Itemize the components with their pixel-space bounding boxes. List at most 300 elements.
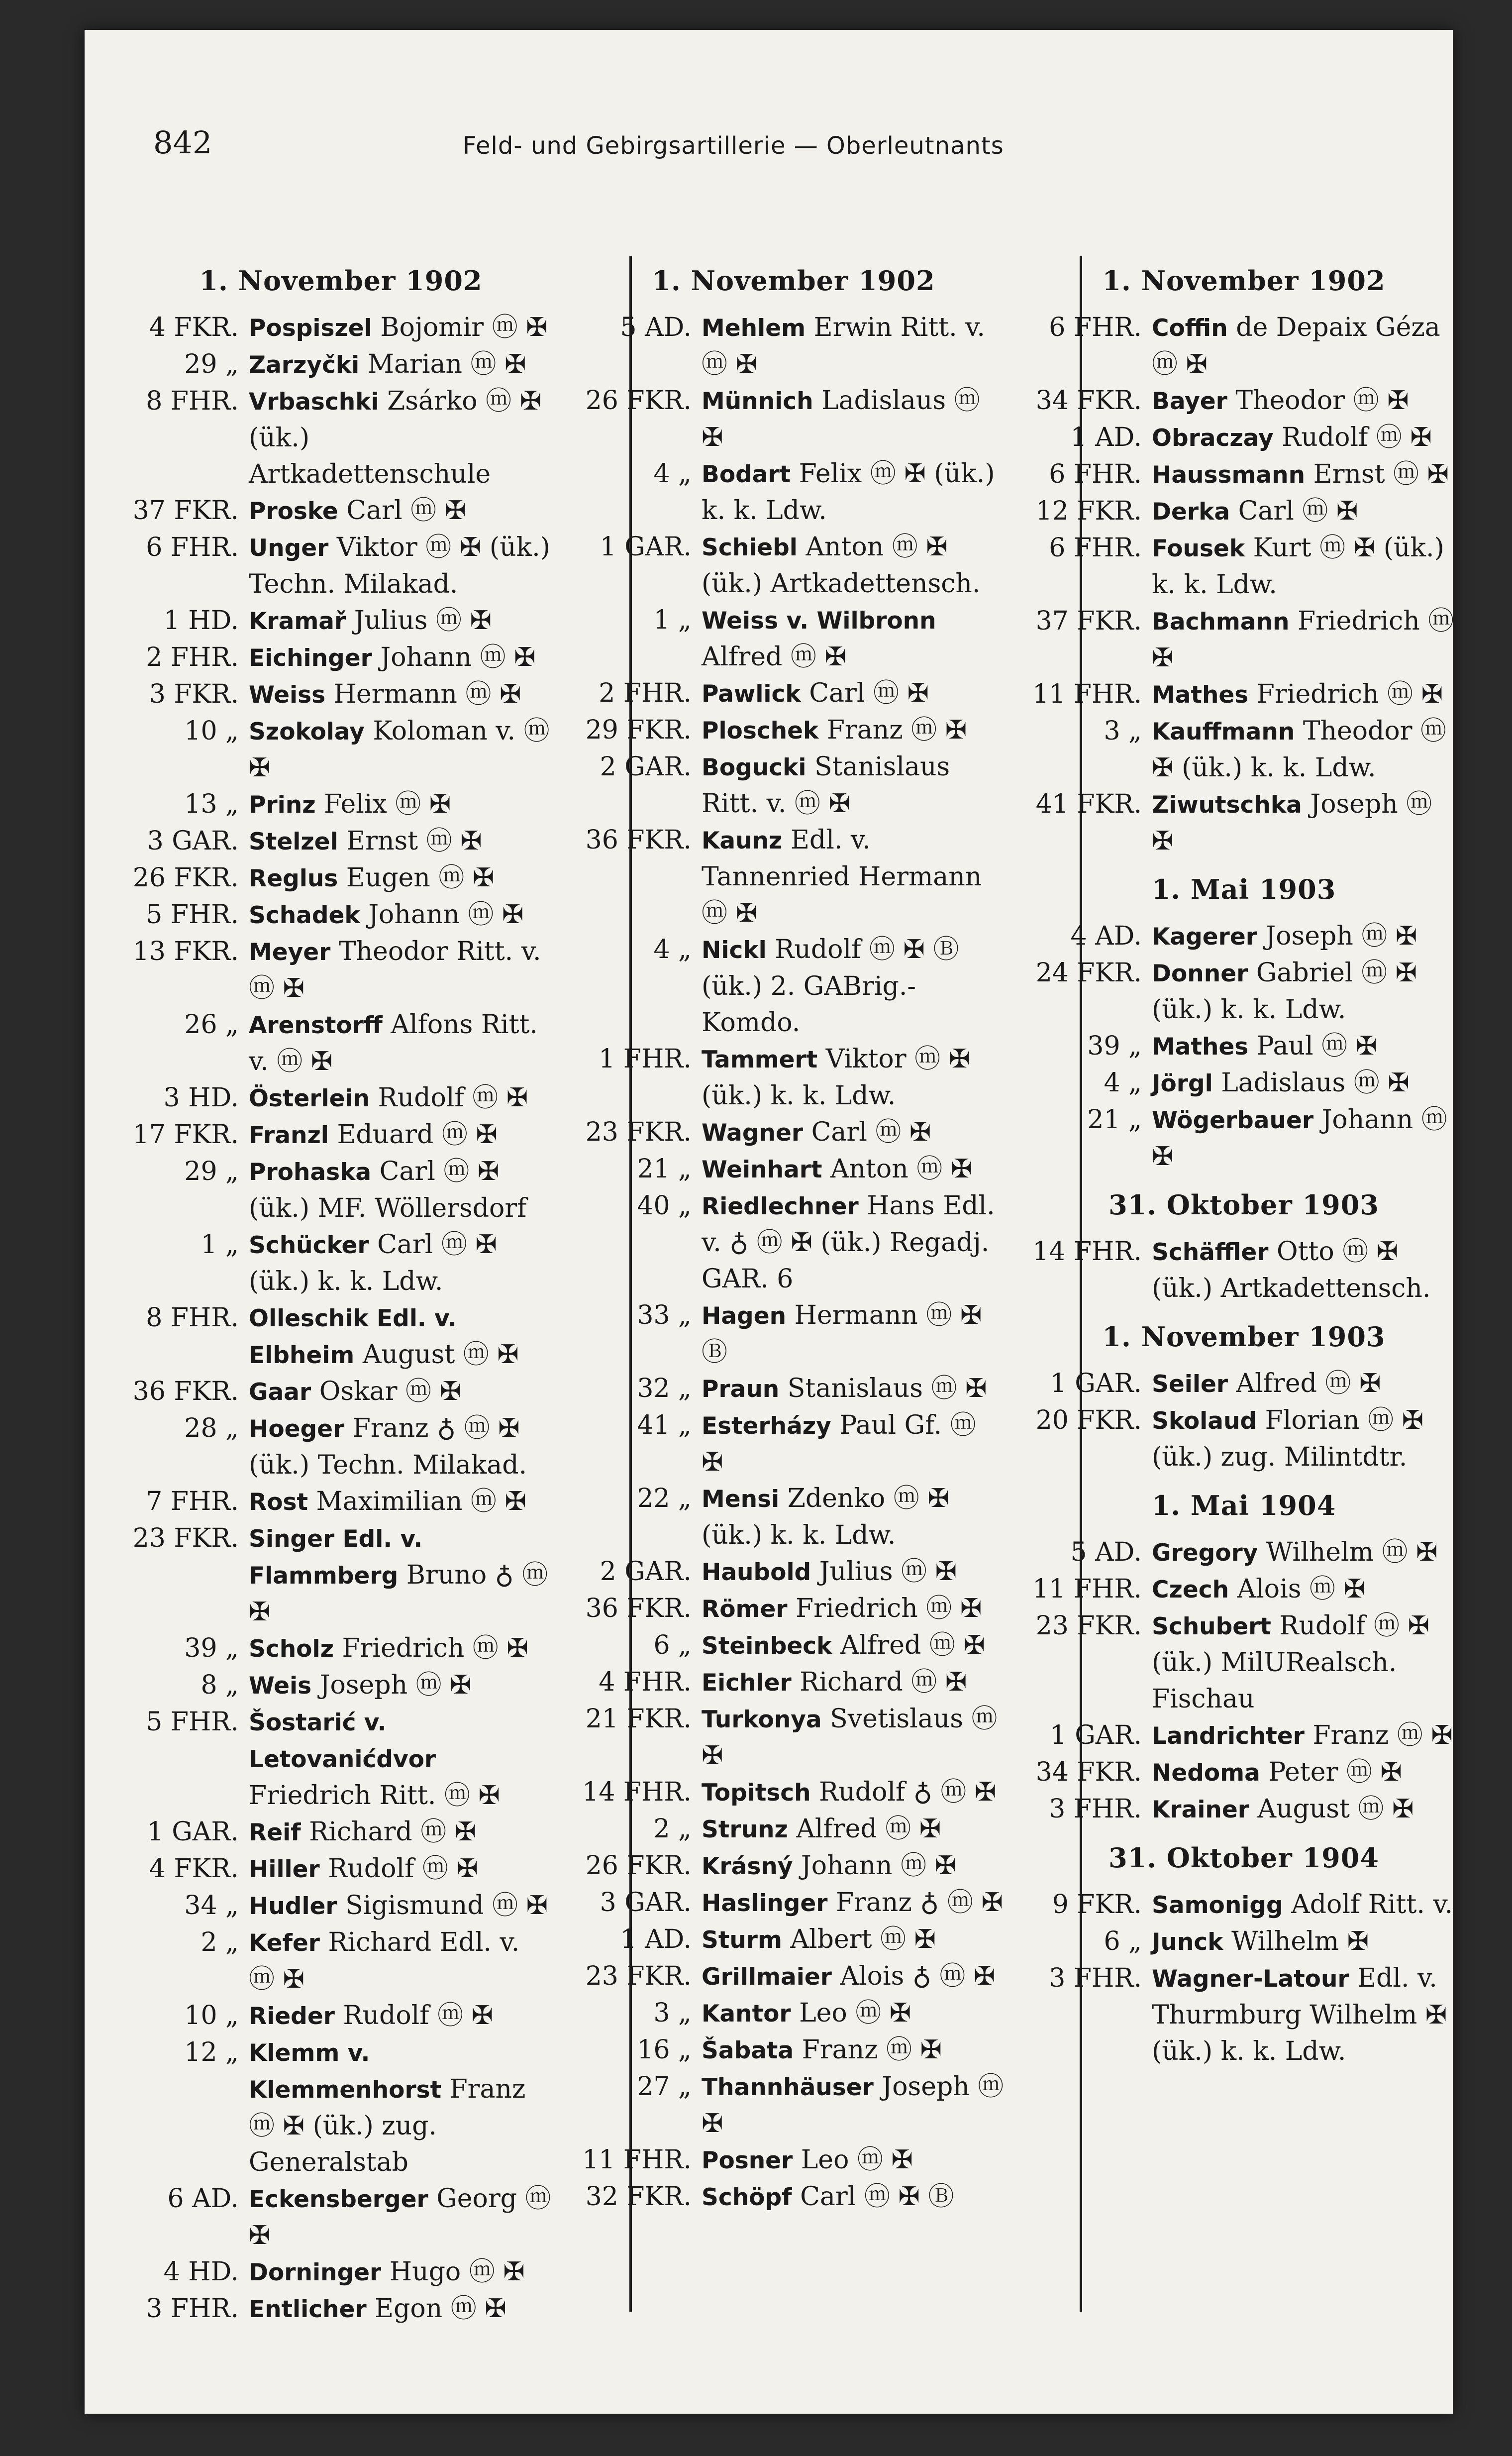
officer-entry [582,2179,1005,2216]
officer-surname: Weiss v. Wilbronn [702,607,936,635]
regiment-prefix: 3 „ [1104,716,1142,746]
officer-entry [129,1117,552,1154]
entry-text [702,712,1005,749]
officer-details: Rudolf ♁ ⓜ ✠ [819,1777,997,1807]
regiment-prefix: 34 FKR. [1035,386,1142,416]
officer-details: Rudolf ⓜ ✠ [343,2001,494,2030]
officer-entry [582,310,1005,383]
officer-details: Stanislaus ⓜ ✠ [787,1374,987,1403]
officer-surname: Dorninger [249,2259,382,2286]
officer-details: August ⓜ ✠ [1257,1794,1414,1824]
officer-details: Rudolf ⓜ ✠ [328,1854,479,1884]
entry-text [249,1520,552,1630]
regiment-prefix: 5 FHR. [146,900,239,930]
officer-entry [582,1188,1005,1297]
officer-entry [1032,1791,1455,1828]
entry-text [1152,1028,1455,1065]
regiment-prefix: 41 „ [637,1410,692,1440]
entry-text [702,456,1005,529]
entry-text [1152,530,1455,603]
column-3 [1032,254,1455,2084]
regiment-prefix: 5 AD. [1070,1537,1142,1567]
officer-entry [129,934,552,1007]
officer-details: Wilhelm ⓜ ✠ [1266,1537,1438,1567]
regiment-prefix: 21 FKR. [585,1704,692,1734]
officer-entry [129,2181,552,2254]
regiment-prefix: 1 AD. [1070,423,1142,452]
regiment-prefix: 21 „ [1087,1105,1142,1135]
section-date-heading: 1. November 1903 [1102,1321,1386,1353]
officer-details: Hermann ⓜ ✠ Ⓑ [702,1300,982,1367]
officer-details: Paul Gf. ⓜ ✠ [702,1410,976,1477]
entry-text [702,2142,1005,2179]
regiment-prefix: 13 „ [184,789,239,819]
officer-surname: Hudler [249,1893,337,1920]
regiment-prefix: 36 FKR. [132,1377,239,1406]
officer-entry [129,1484,552,1520]
officer-entry [129,1924,552,1998]
officer-details: Maximilian ⓜ ✠ [316,1487,526,1516]
entry-text [702,1297,1005,1371]
entry-text [702,383,1005,456]
officer-surname: Wögerbauer [1152,1107,1314,1134]
officer-details: Rudolf ⓜ ✠ Ⓑ (ük.) 2. GABrig.-Komdo. [702,935,959,1038]
column-1 [129,254,552,2342]
officer-surname: Schücker [249,1232,369,1259]
officer-surname: Šostarić v. Letovanićdvor [249,1709,436,1773]
entry-text [249,383,552,493]
officer-details: Koloman v. ⓜ ✠ [249,716,550,783]
regiment-prefix: 1 GAR. [1050,1720,1142,1750]
officer-surname: Weinhart [702,1156,822,1183]
officer-details: Anton ⓜ ✠ (ük.) Artkadettensch. [702,532,981,599]
regiment-prefix: 2 GAR. [600,752,692,782]
officer-surname: Grillmaier [702,1963,832,1991]
regiment-prefix: 4 FKR. [149,313,239,342]
regiment-prefix: 22 „ [637,1484,692,1513]
entry-text [1152,1923,1455,1960]
officer-entry [129,603,552,640]
entry-text [702,1664,1005,1701]
officer-details: Hans Edl. v. ♁ ⓜ ✠ (ük.) Regadj. GAR. 6 [702,1191,995,1294]
entry-text [249,1667,552,1704]
entry-text [249,493,552,530]
date-section [1032,1189,1455,1307]
officer-details: Richard ⓜ ✠ [800,1667,967,1697]
officer-entry [582,932,1005,1041]
entry-text [1152,955,1455,1028]
officer-details: Ernst ⓜ ✠ [1313,459,1449,489]
date-section [582,265,1005,2216]
officer-details: August ⓜ ✠ [362,1340,519,1370]
officer-entry [1032,310,1455,383]
date-section [1032,1490,1455,1828]
officer-details: Alfred ⓜ ✠ [1236,1369,1381,1398]
entry-text [702,1774,1005,1811]
regiment-prefix: 23 FKR. [585,1117,692,1147]
regiment-prefix: 33 „ [637,1300,692,1330]
officer-entry [582,1774,1005,1811]
officer-entry [1032,1887,1455,1923]
regiment-prefix: 26 FKR. [585,1851,692,1881]
officer-entry [1032,420,1455,456]
officer-details: Richard ⓜ ✠ [309,1817,477,1847]
officer-details: Erwin Ritt. v. ⓜ ✠ [702,313,985,379]
officer-details: Kurt ⓜ ✠ (ük.) k. k. Ldw. [1152,533,1444,600]
officer-surname: Haussmann [1152,461,1306,489]
entry-text [702,1041,1005,1114]
officer-entry [582,1554,1005,1591]
regiment-prefix: 23 FKR. [585,1961,692,1991]
officer-surname: Bogucki [702,754,806,781]
officer-details: Carl ⓜ ✠ Ⓑ [800,2182,954,2212]
officer-details: Georg ⓜ ✠ [249,2184,551,2250]
entry-text [1152,1571,1455,1608]
entry-text [249,713,552,786]
regiment-prefix: 6 FHR. [1049,533,1142,563]
officer-details: Theodor Ritt. v. ⓜ ✠ [249,937,541,1003]
entry-text [702,1922,1005,1958]
regiment-prefix: 9 FKR. [1052,1890,1142,1920]
officer-entry [129,383,552,493]
officer-entry [582,1481,1005,1554]
regiment-prefix: 20 FKR. [1035,1405,1142,1435]
entry-text [249,1998,552,2034]
entry-text [1152,310,1455,383]
officer-details: Adolf Ritt. v. [1291,1890,1453,1920]
officer-entry [1032,786,1455,859]
entry-text [1152,1608,1455,1717]
officer-entry [582,675,1005,712]
entry-text [249,1117,552,1154]
entry-text [1152,456,1455,493]
entry-text [702,822,1005,932]
officer-entry [582,2142,1005,2179]
regiment-prefix: 3 FHR. [1049,1794,1142,1824]
officer-details: Carl ⓜ ✠ (ük.) k. k. Ldw. [249,1230,497,1296]
regiment-prefix: 4 FKR. [149,1854,239,1884]
officer-details: Joseph ⓜ ✠ [702,2072,1004,2138]
entry-text [702,1591,1005,1627]
regiment-prefix: 11 FHR. [582,2145,692,2175]
officer-entry [1032,1571,1455,1608]
regiment-prefix: 11 FHR. [1032,679,1142,709]
entry-text [1152,676,1455,713]
officer-surname: Unger [249,534,329,562]
officer-entry [129,786,552,823]
regiment-prefix: 3 „ [653,1998,692,2028]
officer-details: Eugen ⓜ ✠ [346,863,495,893]
regiment-prefix: 26 FKR. [585,386,692,416]
officer-entry [582,1371,1005,1407]
officer-details: Otto ⓜ ✠ (ük.) Artkadettensch. [1152,1237,1431,1303]
section-date-heading: 1. Mai 1904 [1151,1490,1336,1521]
officer-entry [129,1227,552,1300]
officer-entry [129,640,552,676]
regiment-prefix: 6 AD. [167,2184,239,2214]
entry-text [249,1704,552,1814]
regiment-prefix: 27 „ [637,2072,692,2102]
officer-details: Johann ⓜ ✠ [801,1851,957,1881]
regiment-prefix: 4 „ [653,459,692,489]
entry-text [1152,1234,1455,1307]
officer-surname: Arenstorff [249,1012,383,1039]
regiment-prefix: 34 „ [184,1891,239,1921]
officer-entry [129,713,552,786]
officer-details: Viktor ⓜ ✠ (ük.) k. k. Ldw. [702,1044,971,1111]
running-header: Feld- und Gebirgsartillerie — Oberleutnants [463,132,1004,160]
officer-entry [1032,1102,1455,1175]
entry-text [249,1080,552,1117]
officer-entry [1032,456,1455,493]
officer-details: Albert ⓜ ✠ [790,1924,936,1954]
officer-surname: Hoeger [249,1415,345,1443]
officer-details: Paul ⓜ ✠ [1256,1031,1378,1061]
officer-details: Friedrich ⓜ ✠ [1256,679,1443,709]
officer-details: Carl ⓜ ✠ [346,496,467,526]
officer-surname: Kauffmann [1152,718,1295,746]
entry-text [702,1114,1005,1151]
entry-text [249,346,552,383]
entry-text [249,1300,552,1374]
regiment-prefix: 3 GAR. [600,1888,692,1918]
officer-surname: Singer Edl. v. Flammberg [249,1525,423,1590]
regiment-prefix: 6 „ [653,1630,692,1660]
entry-text [249,823,552,860]
entry-text [702,1958,1005,1995]
officer-surname: Turkonya [702,1706,822,1733]
regiment-prefix: 1 GAR. [147,1817,239,1847]
officer-details: Leo ⓜ ✠ [799,1998,911,2028]
regiment-prefix: 4 „ [653,935,692,964]
officer-details: Joseph ⓜ ✠ [1152,789,1432,856]
officer-entry [1032,383,1455,420]
date-section [1032,1321,1455,1476]
entry-text [249,1374,552,1410]
officer-details: Bojomir ⓜ ✠ [380,313,548,342]
regiment-prefix: 2 GAR. [600,1557,692,1587]
entry-text [702,310,1005,383]
page-number: 842 [153,124,212,161]
officer-entry [129,1851,552,1888]
officer-details: Eduard ⓜ ✠ [337,1120,498,1150]
officer-surname: Riedlechner [702,1193,859,1220]
officer-surname: Zarzyčki [249,351,360,379]
officer-details: Zsárko ⓜ ✠ (ük.) Artkadettenschule [249,386,542,489]
officer-entry [129,1667,552,1704]
officer-details: Johann ⓜ ✠ [368,900,524,930]
regiment-prefix: 5 FHR. [146,1707,239,1737]
officer-details: Ladislaus ⓜ ✠ [702,386,980,452]
officer-details: Oskar ⓜ ✠ [319,1377,462,1406]
officer-entry [129,2034,552,2181]
regiment-prefix: 6 FHR. [146,533,239,562]
section-date-heading: 31. Oktober 1904 [1109,1842,1379,1874]
entry-text [1152,1534,1455,1571]
officer-entry [1032,918,1455,955]
officer-details: Svetislaus ⓜ ✠ [702,1704,998,1771]
officer-surname: Rieder [249,2003,335,2030]
officer-surname: Römer [702,1596,788,1623]
officer-surname: Prinz [249,791,316,819]
officer-surname: Pospiszel [249,315,372,342]
officer-details: Theodor ⓜ ✠ [1235,386,1409,416]
officer-entry [129,530,552,603]
entry-text [1152,420,1455,456]
entry-text [1152,1791,1455,1828]
column-2 [582,254,1005,2230]
entry-text [249,1924,552,1998]
regiment-prefix: 2 FHR. [146,642,239,672]
entry-text [702,1885,1005,1922]
entry-text [1152,493,1455,530]
entry-text [249,1851,552,1888]
officer-details: Felix ⓜ ✠ [324,789,451,819]
officer-surname: Schäffler [1152,1239,1269,1266]
entry-text [702,1701,1005,1774]
officer-surname: Rost [249,1489,308,1516]
officer-details: Gabriel ⓜ ✠ (ük.) k. k. Ldw. [1152,958,1417,1025]
entry-text [249,786,552,823]
officer-surname: Posner [702,2147,793,2174]
officer-details: Stanislaus Ritt. v. ⓜ ✠ [702,752,950,819]
officer-surname: Skolaud [1152,1407,1257,1435]
officer-surname: Bayer [1152,388,1227,415]
entry-text [702,1481,1005,1554]
entry-text [249,310,552,346]
officer-details: Friedrich ⓜ ✠ [1152,606,1454,673]
officer-surname: Czech [1152,1576,1229,1603]
officer-surname: Nickl [702,937,767,964]
officer-entry [582,1041,1005,1114]
officer-details: Bruno ♁ ⓜ ✠ [249,1560,548,1627]
entry-text [249,2254,552,2291]
entry-text [702,2179,1005,2216]
officer-details: Sigismund ⓜ ✠ [345,1891,548,1921]
officer-details: Peter ⓜ ✠ [1268,1757,1402,1787]
officer-surname: Prohaska [249,1159,372,1186]
officer-surname: Österlein [249,1085,370,1112]
entry-text [249,1227,552,1300]
officer-entry [582,2032,1005,2069]
officer-surname: Kefer [249,1929,320,1957]
regiment-prefix: 5 AD. [620,313,692,342]
officer-surname: Krásný [702,1853,793,1880]
officer-surname: Steinbeck [702,1632,832,1660]
officer-entry [1032,1028,1455,1065]
entry-text [249,2034,552,2181]
entry-text [702,529,1005,602]
officer-entry [1032,1366,1455,1402]
officer-details: Edl. v. Thurmburg Wilhelm ✠ (ük.) k. k. Ldw. [1152,1963,1447,2066]
officer-details: Julius ⓜ ✠ [819,1557,957,1587]
officer-entry [582,383,1005,456]
officer-entry [1032,530,1455,603]
entry-text [702,1407,1005,1481]
date-section [129,265,552,2328]
officer-entry [129,860,552,897]
entry-text [249,2181,552,2254]
entry-text [702,1627,1005,1664]
section-date-heading: 31. Oktober 1903 [1109,1189,1379,1221]
officer-surname: Pawlick [702,680,801,708]
officer-details: Carl ⓜ ✠ [809,678,929,708]
officer-details: Carl ⓜ ✠ [811,1117,931,1147]
officer-surname: Schiebl [702,534,798,561]
officer-entry [129,1520,552,1630]
regiment-prefix: 13 FKR. [132,937,239,966]
officer-entry [582,1297,1005,1371]
officer-details: Joseph ⓜ ✠ [319,1670,472,1700]
date-section [1032,1842,1455,2070]
regiment-prefix: 1 HD. [163,606,239,636]
officer-surname: Hagen [702,1302,787,1330]
officer-surname: Esterházy [702,1412,831,1440]
entry-text [249,1007,552,1080]
regiment-prefix: 10 „ [184,2001,239,2030]
officer-surname: Stelzel [249,828,338,855]
entry-text [1152,1717,1455,1754]
officer-details: Carl ⓜ ✠ [1238,496,1358,526]
officer-surname: Fousek [1152,535,1245,562]
section-date-heading: 1. November 1902 [199,265,483,297]
entry-text [1152,1887,1455,1923]
officer-entry [582,1701,1005,1774]
officer-details: Alfons Ritt. v. ⓜ ✠ [249,1010,538,1076]
section-date-heading: 1. November 1902 [652,265,935,297]
officer-surname: Szokolay [249,718,365,746]
officer-surname: Thannhäuser [702,2074,874,2101]
regiment-prefix: 2 FHR. [599,678,692,708]
officer-entry [1032,1717,1455,1754]
entry-text [249,676,552,713]
entry-text [249,1154,552,1227]
officer-details: Hermann ⓜ ✠ [333,679,521,709]
regiment-prefix: 14 FHR. [582,1777,692,1807]
officer-details: Johann ⓜ ✠ [1152,1105,1447,1172]
officer-surname: Scholz [249,1635,334,1663]
entry-text [249,640,552,676]
officer-entry [1032,676,1455,713]
officer-surname: Samonigg [1152,1892,1283,1919]
officer-entry [129,493,552,530]
entry-text [1152,1402,1455,1476]
officer-entry [129,1374,552,1410]
regiment-prefix: 36 FKR. [585,1594,692,1623]
entry-text [249,603,552,640]
regiment-prefix: 3 FHR. [1049,1963,1142,1993]
officer-entry [129,823,552,860]
officer-entry [582,529,1005,602]
entry-text [1152,383,1455,420]
officer-details: Theodor ⓜ ✠ (ük.) k. k. Ldw. [1152,716,1447,783]
officer-entry [1032,1960,1455,2070]
regiment-prefix: 6 „ [1104,1926,1142,1956]
officer-details: Zdenko ⓜ ✠ (ük.) k. k. Ldw. [702,1484,949,1550]
regiment-prefix: 36 FKR. [585,825,692,855]
entry-text [702,2032,1005,2069]
officer-entry [1032,1534,1455,1571]
officer-entry [129,2254,552,2291]
officer-surname: Schadek [249,902,360,929]
officer-details: Julius ⓜ ✠ [354,606,492,636]
officer-details: Joseph ⓜ ✠ [1265,921,1417,951]
regiment-prefix: 3 FHR. [146,2294,239,2324]
officer-entry [582,1811,1005,1848]
officer-entry [582,456,1005,529]
entry-text [702,1848,1005,1885]
regiment-prefix: 14 FHR. [1032,1237,1142,1267]
